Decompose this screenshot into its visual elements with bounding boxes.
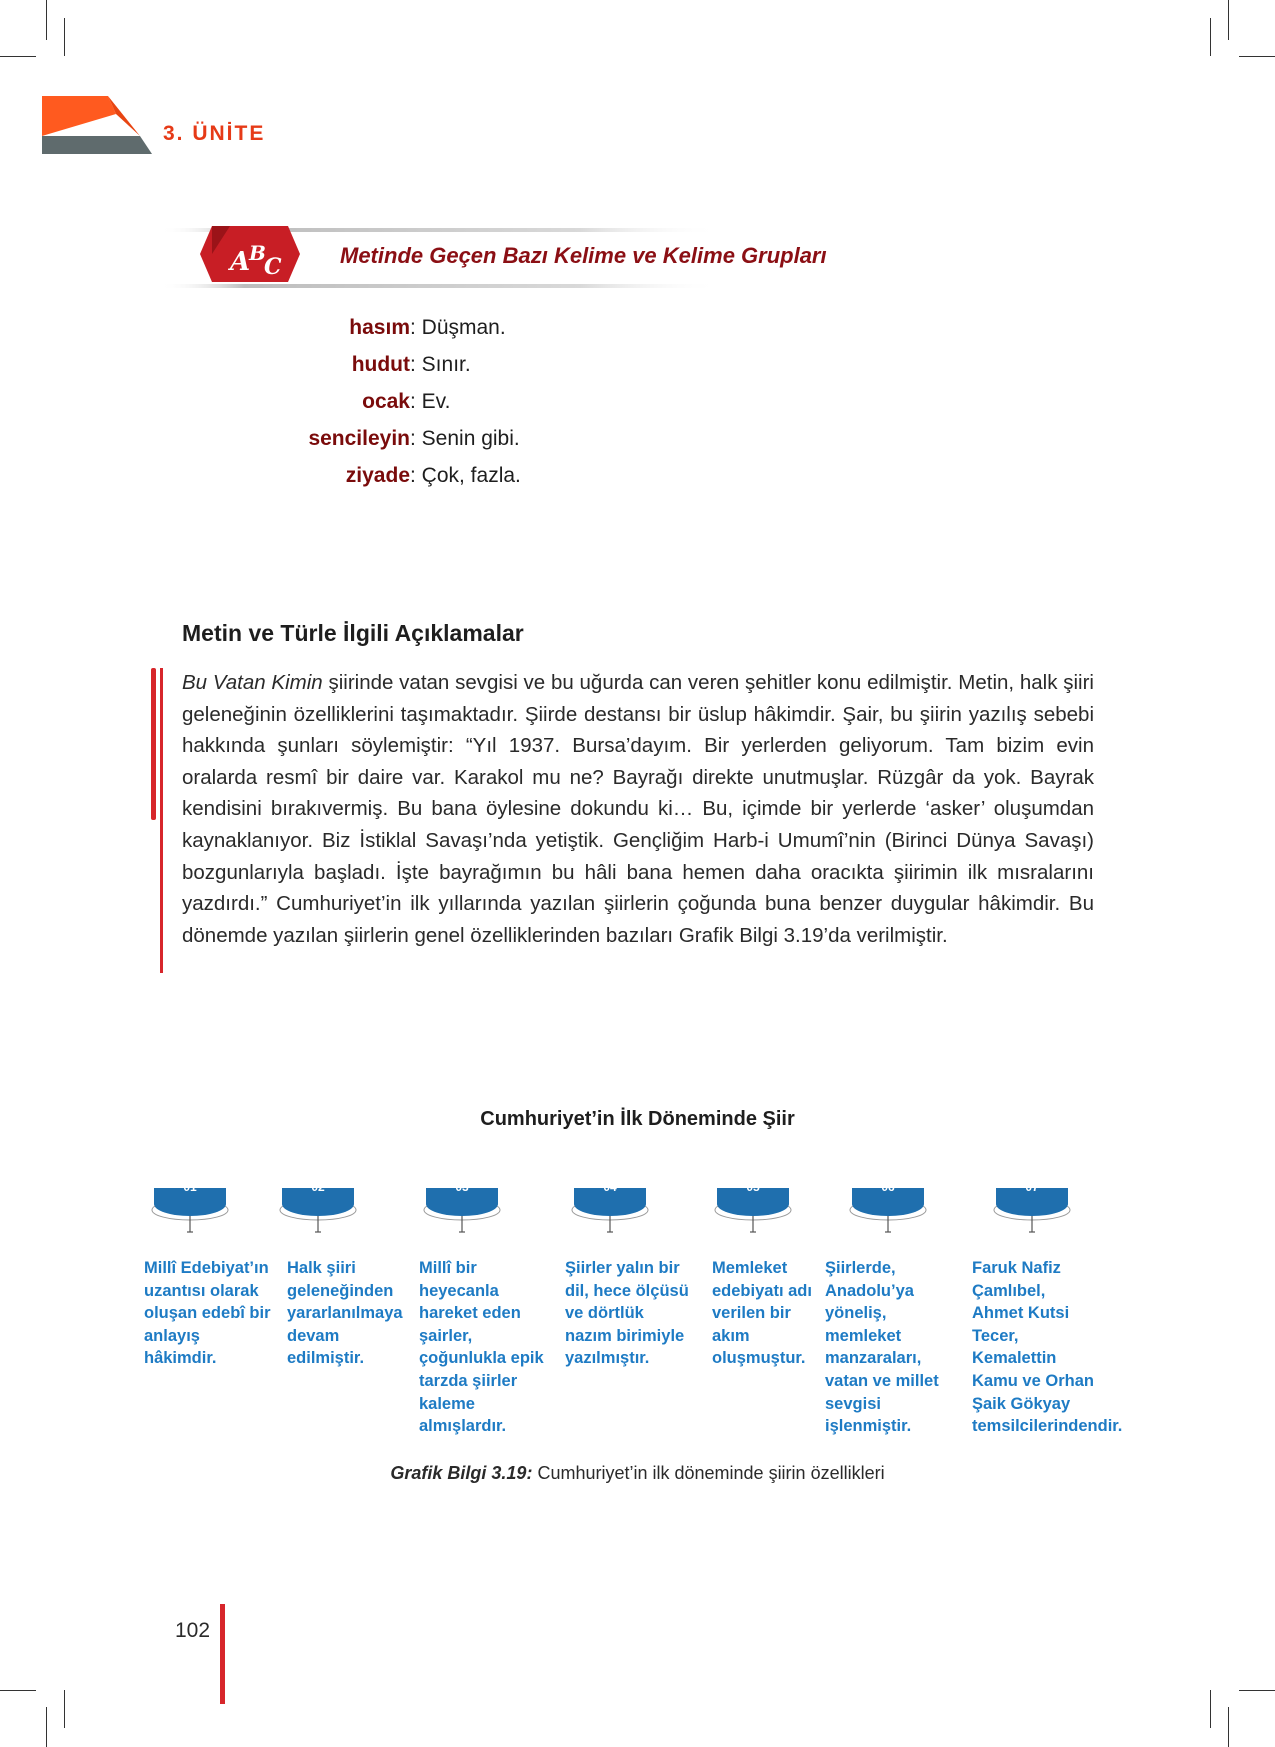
page-number: 102 [175, 1619, 211, 1642]
node-text: Memleket edebiyatı adı verilen bir akım oluşmuştur. [712, 1259, 812, 1368]
crop-mark [46, 0, 47, 40]
glossary-entry [250, 390, 750, 414]
glossary-entry [250, 427, 750, 451]
vocabulary-title: Metinde Geçen Bazı Kelime ve Kelime Grupları [340, 243, 827, 268]
svg-text:C: C [264, 254, 282, 278]
unit-label: 3. ÜNİTE [163, 122, 266, 145]
svg-text:B: B [249, 241, 266, 265]
work-title: Bu Vatan Kimin [182, 671, 323, 694]
page-bar [220, 1604, 225, 1704]
glossary-term: ziyade [345, 464, 410, 487]
node-number: 06 [881, 1180, 895, 1194]
node-text: Millî Edebiyat’ın uzantısı olarak oluşan edebî bir anlayış hâkimdir. [144, 1259, 271, 1368]
accent-bar [160, 668, 163, 973]
caption-label: Grafik Bilgi 3.19: [390, 1463, 533, 1483]
glossary-term: hudut [351, 353, 410, 376]
glossary-term: hasım [349, 316, 410, 339]
crop-mark [1210, 1690, 1211, 1728]
crop-mark [0, 56, 36, 57]
caption-text: Cumhuriyet’in ilk döneminde şiirin özellikleri [532, 1463, 885, 1483]
graphic-node [420, 1174, 504, 1248]
crop-mark [1228, 0, 1229, 40]
node-text: Şiirler yalın bir dil, hece ölçüsü ve dörtlük nazım birimiyle yazılmıştır. [565, 1259, 689, 1368]
glossary-entry [250, 353, 750, 377]
glossary-term: ocak [362, 390, 410, 413]
graphic-node [148, 1174, 232, 1248]
node-text: Millî bir heyecanla hareket eden şairler, çoğunlukla epik tarzda şiirler kaleme almışlardır. [419, 1259, 544, 1436]
node-number: 02 [311, 1180, 325, 1194]
accent-bar [151, 668, 156, 820]
graphic-node [568, 1174, 652, 1248]
graphic-title: Cumhuriyet’in İlk Döneminde Şiir [480, 1108, 795, 1130]
node-text: Şiirlerde, Anadolu’ya yöneliş, memleket manzaraları, vatan ve millet sevgisi işlenmiştir. [825, 1259, 939, 1436]
glossary-entry [250, 316, 750, 340]
glossary-definition: : Çok, fazla. [410, 464, 521, 487]
node-number: 03 [455, 1180, 469, 1194]
glossary-entry [250, 464, 750, 488]
paragraph-body: şiirinde vatan sevgisi ve bu uğurda can veren şehitler konu edilmiştir. Metin, halk şiiri geleneğinin özelliklerini taşımaktadır. Şiirde destansı bir üslup hâkimdir. Şair, bu şiirin yazılış sebebi hakkında şunları söylemiştir: “Yıl 1937. Bursa’dayım. Bir yerlerden geliyorum. Tam bizim evin oralarda resmî bir daire var. Karakol mu ne? Bayrağı direkte unutmuşlar. Rüzgâr da yok. Bayrak kendisini bırakıvermiş. Bu bana öylesine dokundu ki… Bu, içimde bir yerlerde ‘asker’ oluşumdan kaynaklanıyor. Biz İstiklal Savaşı’nda yetiştik. Gençliğim Harb-i Umumî’nin (Birinci Dünya Savaşı) bozgunlarıyla başladı. İşte bayrağımın bu hâli bana hemen daha oracıkta şiirimin ilk mısralarını yazdırdı.” Cumhuriyet’in ilk yıllarında yazılan şiirlerin çoğunda buna benzer duygular hâkimdir. Bu dönemde yazılan şiirlerin genel özelliklerinden bazıları Grafik Bilgi 3.19’da verilmiştir. [182, 671, 1094, 947]
unit-tab-graphic [42, 96, 152, 154]
graphic-node [276, 1174, 360, 1248]
svg-text:A: A [230, 247, 251, 277]
node-number: 07 [1025, 1180, 1039, 1194]
graphic-node [990, 1174, 1074, 1248]
crop-mark [46, 1707, 47, 1747]
glossary-definition: : Senin gibi. [410, 427, 520, 450]
crop-mark [64, 1690, 65, 1728]
crop-mark [1210, 18, 1211, 56]
node-number: 04 [603, 1180, 617, 1194]
crop-mark [64, 18, 65, 56]
glossary-definition: : Düşman. [410, 316, 506, 339]
explanation-paragraph [182, 667, 1094, 951]
crop-mark [1239, 56, 1275, 57]
glossary-term: sencileyin [308, 427, 410, 450]
graphic-caption [0, 1463, 1275, 1484]
abc-icon [222, 236, 292, 278]
section-title: Metin ve Türle İlgili Açıklamalar [182, 620, 524, 646]
node-number: 01 [183, 1180, 197, 1194]
graphic-node [846, 1174, 930, 1248]
crop-mark [0, 1690, 36, 1691]
node-text: Halk şiiri geleneğinden yararlanılmaya devam edilmiştir. [287, 1259, 403, 1368]
crop-mark [1228, 1707, 1229, 1747]
crop-mark [1239, 1690, 1275, 1691]
glossary-definition: : Sınır. [410, 353, 471, 376]
graphic-node [711, 1174, 795, 1248]
glossary-definition: : Ev. [410, 390, 451, 413]
node-text: Faruk Nafiz Çamlıbel, Ahmet Kutsi Tecer, Kemalettin Kamu ve Orhan Şaik Gökyay temsilcilerindendir. [972, 1259, 1123, 1436]
node-number: 05 [746, 1180, 760, 1194]
